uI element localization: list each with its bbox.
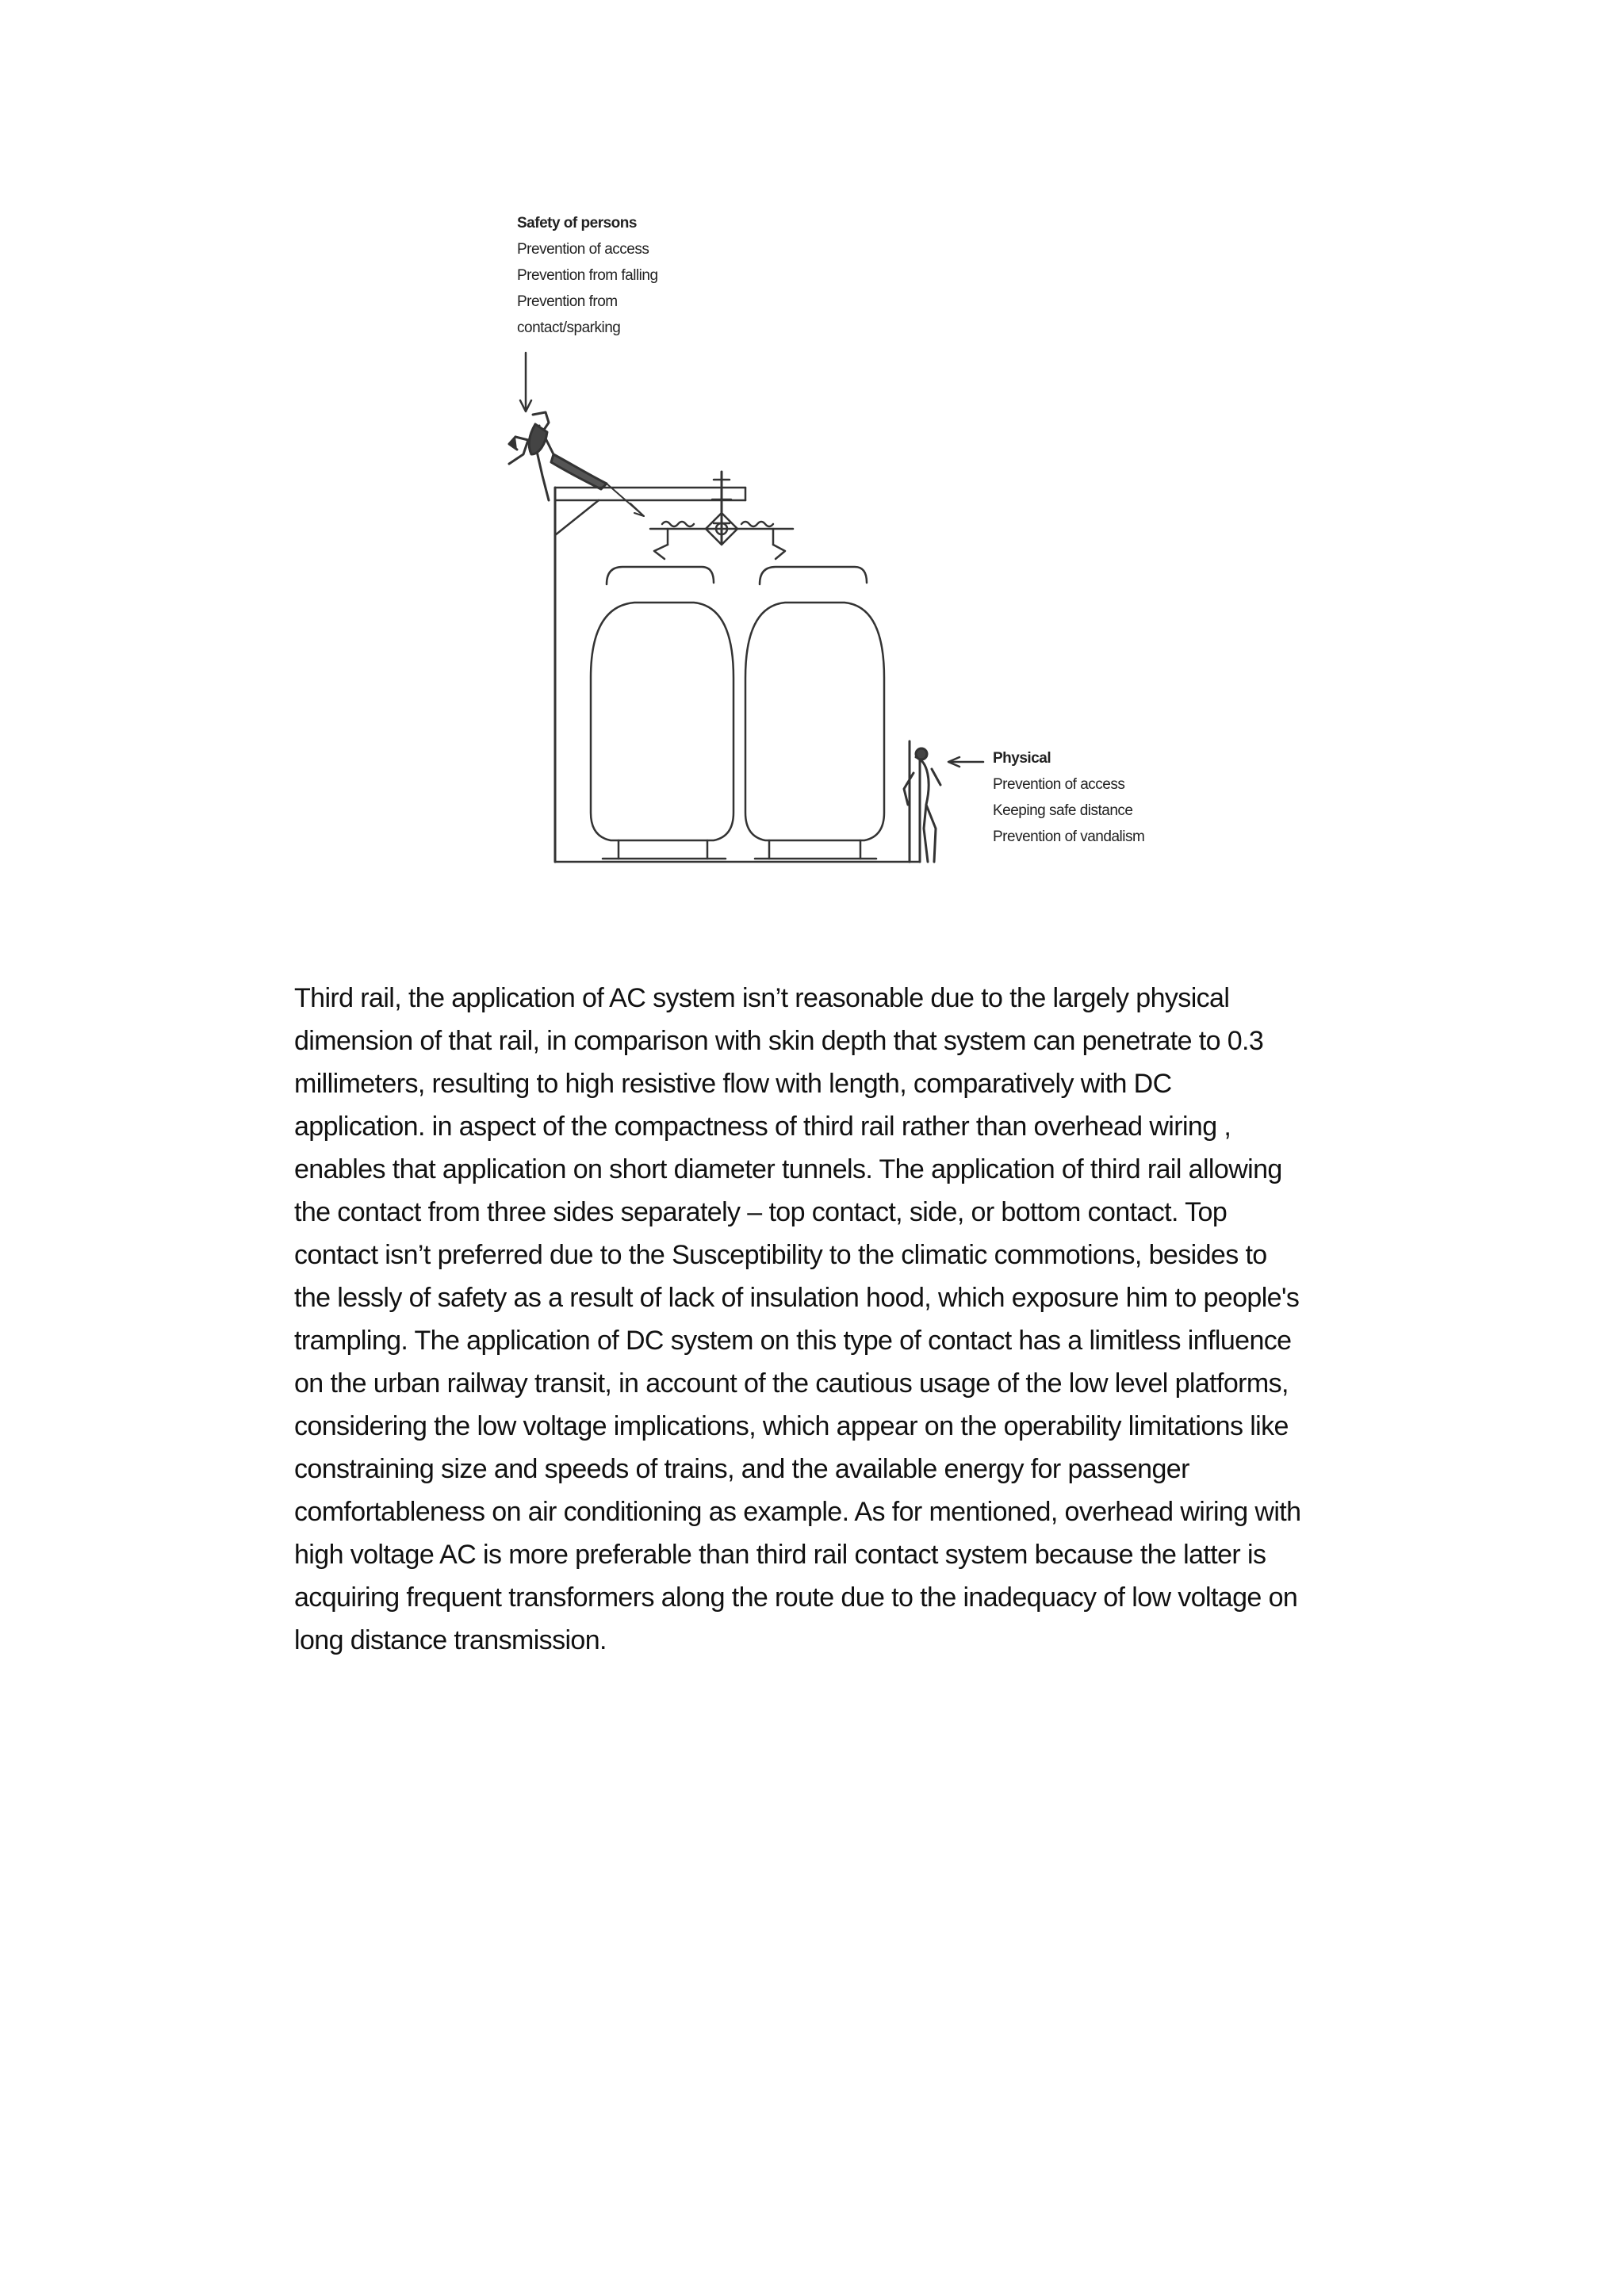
pantograph-left (607, 567, 714, 584)
paragraph-line: contact isn’t preferred due to the Susceptibility to the climatic commotions, besides to (294, 1240, 1267, 1270)
paragraph-line: millimeters, resulting to high resistive flow with length, comparatively with DC (294, 1069, 1172, 1099)
paragraph-line: the lessly of safety as a result of lack of insulation hood, which exposure him to people's (294, 1283, 1300, 1313)
physical-item: Prevention of access (993, 776, 1125, 793)
paragraph-line: Third rail, the application of AC system isn’t reasonable due to the largely physical (294, 983, 1230, 1013)
physical-label (993, 745, 1144, 850)
train-car-left (591, 603, 733, 840)
safety-of-persons-label (517, 210, 658, 341)
paragraph-line: trampling. The application of DC system on this type of contact has a limitless influence (294, 1326, 1292, 1356)
physical-item: Prevention of vandalism (993, 828, 1145, 845)
paragraph-line: high voltage AC is more preferable than third rail contact system because the latter is (294, 1540, 1266, 1570)
paragraph-line: application. in aspect of the compactness of third rail rather than overhead wiring , (294, 1112, 1231, 1142)
physical-heading: Physical (993, 750, 1051, 767)
paragraph-line: on the urban railway transit, in account of the cautious usage of the low level platforms, (294, 1368, 1289, 1399)
paragraph-line: comfortableness on air conditioning as example. As for mentioned, overhead wiring with (294, 1497, 1301, 1527)
overhead-line-safety-figure (460, 202, 1174, 884)
safety-item: Prevention of access (517, 241, 649, 258)
safety-of-persons-heading: Safety of persons (517, 215, 637, 232)
paragraph-line: acquiring frequent transformers along the route due to the inadequacy of low voltage on (294, 1582, 1298, 1613)
paragraph-line: long distance transmission. (294, 1625, 607, 1655)
fence-and-person-icon (904, 741, 940, 862)
paragraph-line: dimension of that rail, in comparison with skin depth that system can penetrate to 0.3 (294, 1026, 1264, 1056)
paragraph-line: constraining size and speeds of trains, and the available energy for passenger (294, 1454, 1189, 1484)
safety-item: contact/sparking (517, 320, 621, 336)
paragraph-line: enables that application on short diameter tunnels. The application of third rail allowing (294, 1154, 1282, 1184)
pantograph-right (760, 567, 867, 584)
body-paragraph (294, 977, 1396, 1662)
safety-item: Prevention from falling (517, 267, 658, 284)
physical-item: Keeping safe distance (993, 802, 1133, 819)
train-car-right (745, 603, 884, 840)
paragraph-line: the contact from three sides separately – top contact, side, or bottom contact. Top (294, 1197, 1228, 1227)
paragraph-line: considering the low voltage implications, which appear on the operability limitations like (294, 1411, 1289, 1441)
safety-item: Prevention from (517, 293, 618, 310)
